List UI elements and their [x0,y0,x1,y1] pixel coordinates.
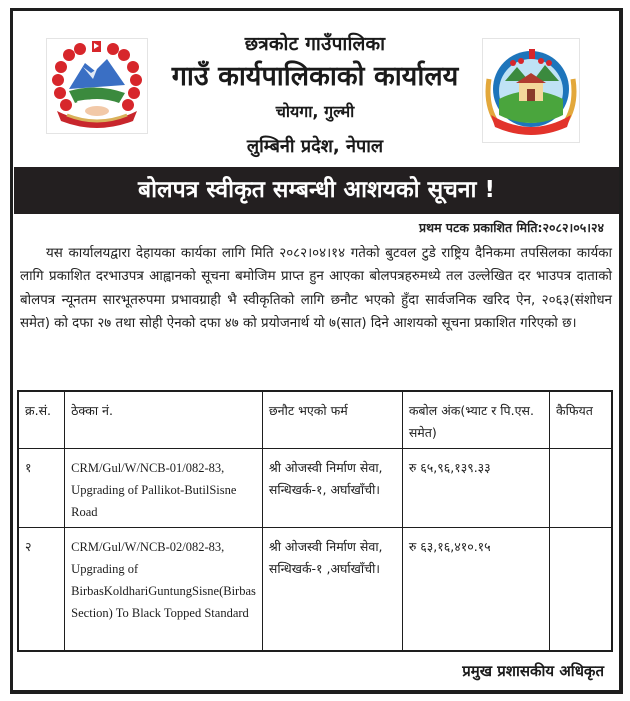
office-title: गाउँ कार्यपालिकाको कार्यालय [171,61,459,92]
cell-serial-no: २ [18,528,65,652]
table-header-row [18,391,612,449]
province-country: लुम्बिनी प्रदेश, नेपाल [246,136,384,157]
cell-firm: श्री ओजस्वी निर्माण सेवा, सन्धिखर्क-१ ,अर्घाखाँची। [262,528,402,652]
cell-amount: रु ६५,९६,१३९.३३ [402,449,549,528]
cell-amount: रु ६३,१६,४१०.१५ [402,528,549,652]
header-selected-firm: छनौट भएको फर्म [262,391,402,449]
table-row [18,449,612,528]
cell-serial-no: १ [18,449,65,528]
cell-firm: श्री ओजस्वी निर्माण सेवा, सन्धिखर्क-१, अर्घाखाँची। [262,449,402,528]
cell-remarks [550,528,613,652]
signatory-title: प्रमुख प्रशासकीय अधिकृत [462,662,604,680]
emblem-icon [47,39,147,133]
notice-body-text: यस कार्यालयद्वारा देहायका कार्यका लागि मिति २०८२।०४।१४ गतेको बुटवल टुडे राष्ट्रिय दैनिकमा तपसिलका कार्यका लागि प्रकाशित दरभाउपत्र आह्वानको सूचना बमोजिम प्राप्त हुन आएका बोलपत्रहरुमध्ये तल उल्लेखित दर भाउपत्र दाताको बोलपत्र न्यूनतम सारभूतरुपमा प्रभावग्राही भै स्वीकृतिको लागि छनौट भएको हुँदा सार्वजनिक खरिद ऐन, २०६३(संशोधन समेत) को दफा २७ तथा सोही ऐनको दफा ४७ को प्रयोजनार्थ यो ७(सात) दिने आशयको सूचना प्रकाशित गरिएको छ। [20,246,612,332]
notice-body [20,242,612,336]
cell-remarks [550,449,613,528]
municipality-emblem-icon [483,39,579,142]
nepal-emblem-logo [46,38,148,134]
cell-contract: CRM/Gul/W/NCB-02/082-83, Upgrading of BirbasKoldhariGuntungSisne(Birbas Section) To Black Topped Standard [65,528,263,652]
municipality-name: छत्रकोट गाउँपालिका [244,33,386,55]
cell-contract: CRM/Gul/W/NCB-01/082-83, Upgrading of Pallikot-ButilSisne Road [65,449,263,528]
header-contract-no: ठेक्का नं. [65,391,263,449]
notice-title-banner: बोलपत्र स्वीकृत सम्बन्धी आशयको सूचना ! [14,167,619,214]
municipality-logo [482,38,580,143]
header-serial-no: क्र.सं. [18,391,65,449]
office-location: चोयगा, गुल्मी [275,102,355,121]
selected-bids-table [17,390,613,652]
header-remarks: कैफियत [550,391,613,449]
published-date: प्रथम पटक प्रकाशित मिति:२०८२।०५।२४ [419,220,604,235]
header-bid-amount: कबोल अंक(भ्याट र पि.एस. समेत) [402,391,549,449]
table-row [18,528,612,652]
